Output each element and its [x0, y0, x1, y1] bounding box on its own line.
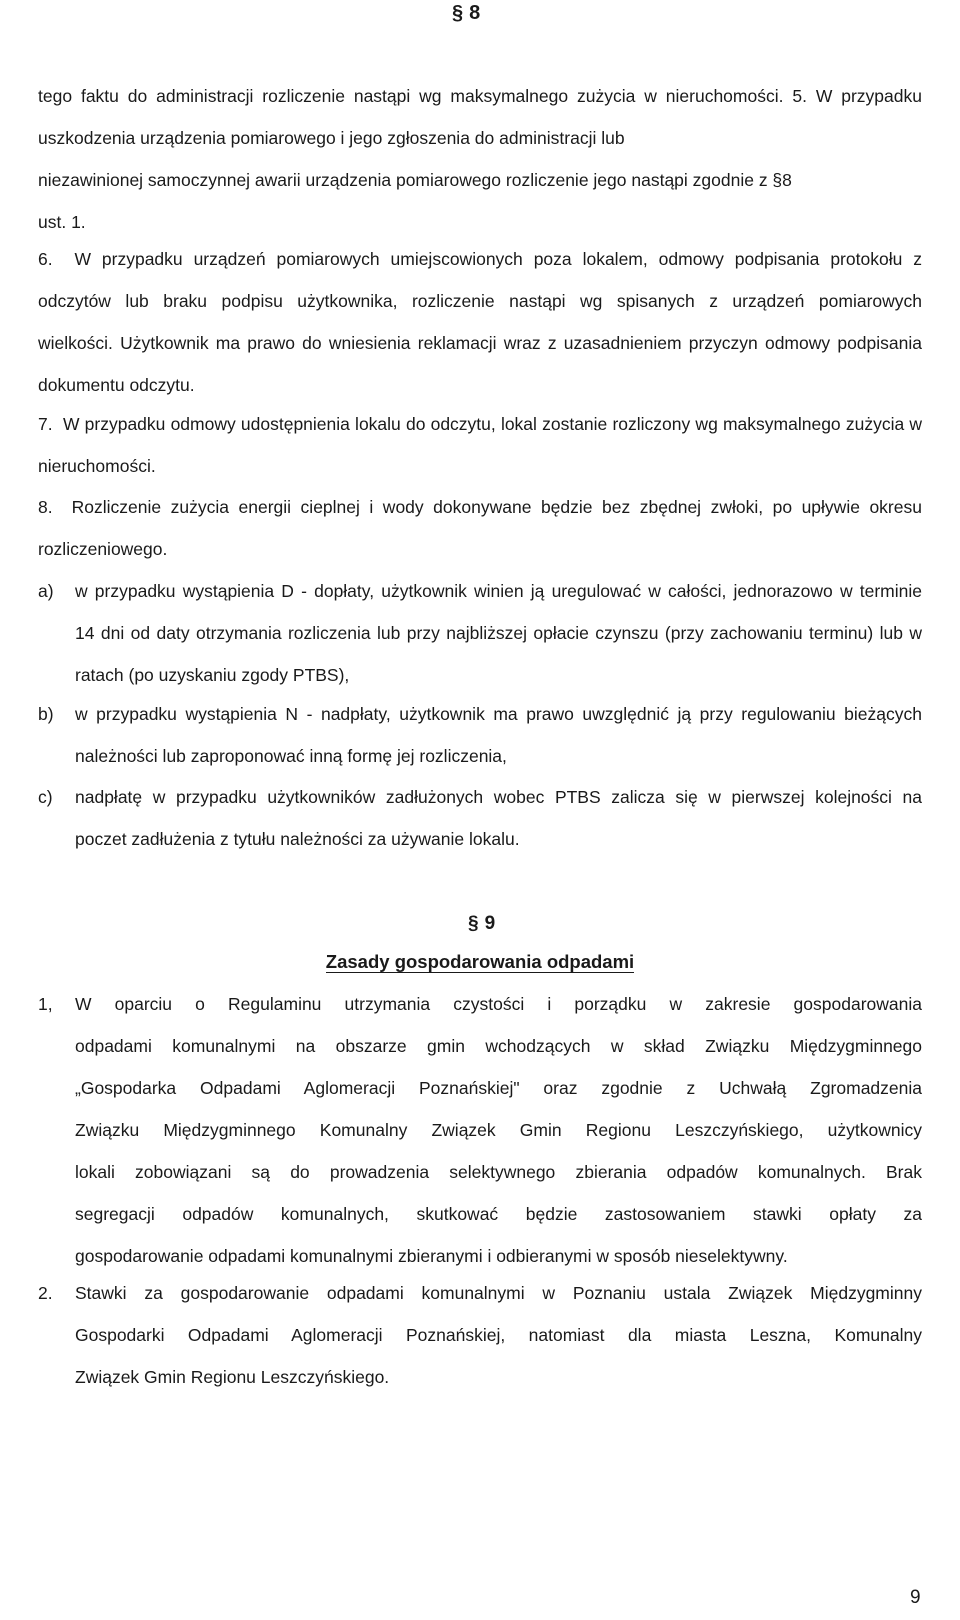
section-number: 9: [484, 913, 496, 934]
text-line: odczytów lub braku podpisu użytkownika, rozliczenie nastąpi wg spisanych z urządzeń pomiarowych: [38, 291, 922, 311]
section-symbol: §: [452, 2, 464, 24]
text-line: w przypadku wystąpienia D - dopłaty, użytkownik winien ją uregulować w całości, jednorazowo w terminie: [75, 581, 922, 601]
section-9-header: [468, 905, 495, 943]
text-line: [38, 486, 922, 528]
text-line: [38, 403, 922, 445]
subpoint-letter: b): [38, 704, 54, 724]
text-line: gospodarowanie odpadami komunalnymi zbieranymi i odbieranymi w sposób nieselektywny.: [75, 1246, 788, 1266]
text-line: rozliczeniowego.: [38, 539, 168, 559]
text-line: Związku Międzygminnego Komunalny Związek Gmin Regionu Leszczyńskiego, użytkownicy: [75, 1120, 922, 1140]
paragraph-point-5: [38, 75, 922, 243]
text-line: Gospodarki Odpadami Aglomeracji Poznańskiej, natomiast dla miasta Leszna, Komunalny: [75, 1325, 922, 1345]
paragraph-point-6: [38, 238, 922, 406]
text-line: należności lub zaproponować inną formę jej rozliczenia,: [75, 746, 507, 766]
text-line: niezawinionej samoczynnej awarii urządzenia pomiarowego rozliczenie jego nastąpi zgodnie z §8: [38, 170, 792, 190]
text-line: [38, 238, 922, 280]
text-line: 14 dni od daty otrzymania rozliczenia lub przy najbliższej opłacie czynszu (przy zachowaniu terminu) lub w: [75, 623, 922, 643]
text-line: „Gospodarka Odpadami Aglomeracji Poznańskiej" oraz zgodnie z Uchwałą Zgromadzenia: [75, 1078, 922, 1098]
section-heading: [0, 942, 960, 982]
subpoint-a: [38, 570, 922, 696]
point-text: W przypadku urządzeń pomiarowych umiejscowionych poza lokalem, odmowy podpisania protokołu z: [74, 249, 922, 269]
subpoint-c: [38, 776, 922, 860]
text-line: dokumentu odczytu.: [38, 375, 195, 395]
point-number: 1,: [38, 994, 53, 1014]
text-line: w przypadku wystąpienia N - nadpłaty, użytkownik ma prawo uwzględnić ją przy regulowaniu bieżących: [75, 704, 922, 724]
point-number: 2.: [38, 1283, 53, 1303]
text-line: poczet zadłużenia z tytułu należności za używanie lokalu.: [75, 829, 520, 849]
text-line: lokali zobowiązani są do prowadzenia selektywnego zbierania odpadów komunalnych. Brak: [75, 1162, 922, 1182]
text-line: uszkodzenia urządzenia pomiarowego i jego zgłoszenia do administracji lub: [38, 128, 625, 148]
section-symbol: §: [468, 913, 479, 934]
text-line: segregacji odpadów komunalnych, skutkować będzie zastosowaniem stawki opłaty za: [75, 1204, 922, 1224]
text-line: nadpłatę w przypadku użytkowników zadłużonych wobec PTBS zalicza się w pierwszej kolejności na: [75, 787, 922, 807]
text-line: odpadami komunalnymi na obszarze gmin wchodzących w skład Związku Międzygminnego: [75, 1036, 922, 1056]
text-line: Stawki za gospodarowanie odpadami komunalnymi w Poznaniu ustala Związek Międzygminny: [75, 1283, 922, 1303]
paragraph-point-7: [38, 403, 922, 487]
point-text: W przypadku odmowy udostępnienia lokalu do odczytu, lokal zostanie rozliczony wg maksymalnego zużycia w: [62, 414, 923, 434]
text-line: nieruchomości.: [38, 456, 156, 476]
text-line: tego faktu do administracji rozliczenie nastąpi wg maksymalnego zużycia w nieruchomości. 5. W przypadku: [38, 86, 922, 106]
point-number: 7.: [38, 414, 53, 434]
point-text: Rozliczenie zużycia energii cieplnej i wody dokonywane będzie bez zbędnej zwłoki, po upływie okresu: [71, 497, 922, 517]
text-line: ratach (po uzyskaniu zgody PTBS),: [75, 665, 350, 685]
section-9-point-1: [38, 983, 922, 1277]
text-line: wielkości. Użytkownik ma prawo do wniesienia reklamacji wraz z uzasadnieniem przyczyn odmowy podpisania: [38, 333, 922, 353]
subpoint-b: [38, 693, 922, 777]
point-number: 8.: [38, 497, 53, 517]
subpoint-letter: c): [38, 787, 53, 807]
subpoint-letter: a): [38, 581, 54, 601]
section-8-header: [452, 0, 480, 26]
text-line: ust. 1.: [38, 212, 86, 232]
section-heading-text: Zasady gospodarowania odpadami: [325, 951, 635, 972]
text-line: W oparciu o Regulaminu utrzymania czystości i porządku w zakresie gospodarowania: [75, 994, 922, 1014]
section-9-point-2: [38, 1272, 922, 1398]
section-number: 8: [469, 2, 481, 24]
text-line: Związek Gmin Regionu Leszczyńskiego.: [75, 1367, 390, 1387]
page-number: 9: [910, 1587, 921, 1608]
point-number: 6.: [38, 249, 53, 269]
paragraph-point-8: [38, 486, 922, 570]
